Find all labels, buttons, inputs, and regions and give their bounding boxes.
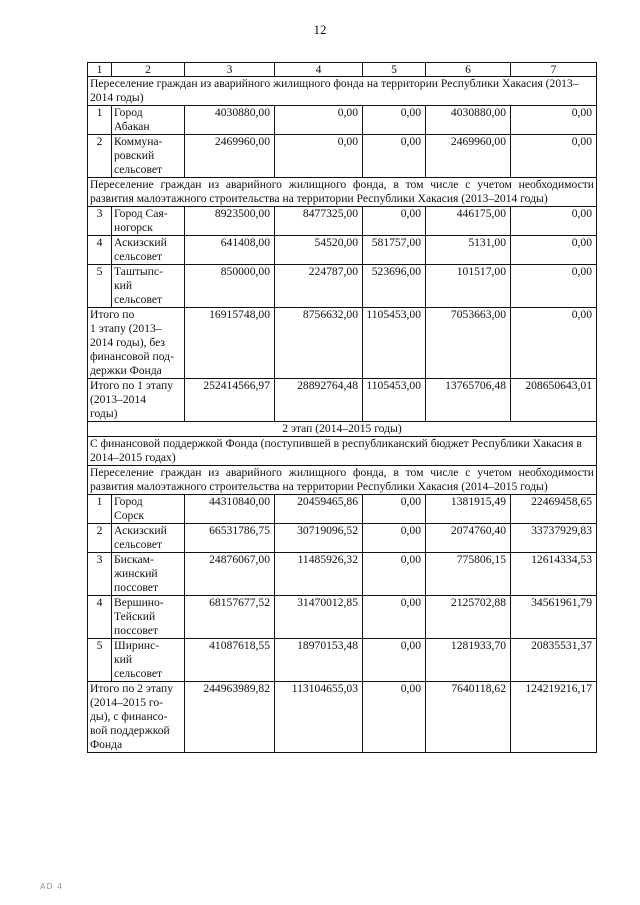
table-row (88, 106, 597, 135)
cell-value: 54520,00 (275, 236, 363, 265)
cell-value: 446175,00 (426, 207, 511, 236)
cell-value: 2125702,88 (426, 596, 511, 639)
cell-value: 34561961,79 (511, 596, 597, 639)
municipality-name: Таштыпс- кий сельсовет (112, 265, 185, 308)
row-index: 3 (88, 207, 112, 236)
column-number: 3 (185, 63, 275, 77)
page-number: 12 (313, 22, 327, 37)
row-index: 2 (88, 135, 112, 178)
cell-value: 20459465,86 (275, 495, 363, 524)
cell-value: 68157677,52 (185, 596, 275, 639)
cell-value: 33737929,83 (511, 524, 597, 553)
cell-value: 12614334,53 (511, 553, 597, 596)
total-row (88, 379, 597, 422)
column-number: 5 (363, 63, 426, 77)
cell-value: 0,00 (511, 106, 597, 135)
column-numbers-row (88, 63, 597, 77)
cell-value: 7053663,00 (426, 308, 511, 379)
cell-value: 224787,00 (275, 265, 363, 308)
cell-value: 24876067,00 (185, 553, 275, 596)
cell-value: 44310840,00 (185, 495, 275, 524)
cell-value: 0,00 (363, 524, 426, 553)
table-row (88, 207, 597, 236)
section-row (88, 437, 597, 466)
table-row (88, 524, 597, 553)
cell-value: 2074760,40 (426, 524, 511, 553)
total-row (88, 682, 597, 753)
municipality-name: Вершино- Тейский поссовет (112, 596, 185, 639)
cell-value: 850000,00 (185, 265, 275, 308)
cell-value: 0,00 (511, 265, 597, 308)
section-title: Переселение граждан из аварийного жилищного фонда на территории Республики Хакасия (2013–2014 годы) (88, 77, 597, 106)
cell-value: 113104655,03 (275, 682, 363, 753)
cell-value: 523696,00 (363, 265, 426, 308)
row-index: 3 (88, 553, 112, 596)
cell-value: 208650643,01 (511, 379, 597, 422)
cell-value: 8756632,00 (275, 308, 363, 379)
cell-value: 8477325,00 (275, 207, 363, 236)
section-title: Переселение граждан из аварийного жилищного фонда, в том числе с учетом необходимости развития малоэтажного строительства на территории Республики Хакасия (2013–2014 годы) (88, 178, 597, 207)
cell-value: 2469960,00 (185, 135, 275, 178)
municipality-name: Бискам- жинский поссовет (112, 553, 185, 596)
cell-value: 0,00 (511, 207, 597, 236)
cell-value: 16915748,00 (185, 308, 275, 379)
cell-value: 0,00 (363, 207, 426, 236)
column-number: 2 (112, 63, 185, 77)
row-index: 2 (88, 524, 112, 553)
municipality-name: Город Сорск (112, 495, 185, 524)
cell-value: 775806,15 (426, 553, 511, 596)
cell-value: 0,00 (275, 106, 363, 135)
cell-value: 0,00 (363, 495, 426, 524)
cell-value: 20835531,37 (511, 639, 597, 682)
cell-value: 0,00 (511, 135, 597, 178)
cell-value: 1281933,70 (426, 639, 511, 682)
subtotal-row (88, 308, 597, 379)
column-number: 1 (88, 63, 112, 77)
cell-value: 30719096,52 (275, 524, 363, 553)
stage-heading: 2 этап (2014–2015 годы) (88, 422, 597, 437)
cell-value: 0,00 (363, 135, 426, 178)
total-label: Итого по 2 этапу (2014–2015 го- ды), с финансо- вой поддержкой Фонда (88, 682, 185, 753)
cell-value: 5131,00 (426, 236, 511, 265)
cell-value: 252414566,97 (185, 379, 275, 422)
cell-value: 0,00 (363, 639, 426, 682)
column-number: 7 (511, 63, 597, 77)
cell-value: 1381915,49 (426, 495, 511, 524)
cell-value: 124219216,17 (511, 682, 597, 753)
cell-value: 1105453,00 (363, 308, 426, 379)
cell-value: 0,00 (363, 682, 426, 753)
cell-value: 641408,00 (185, 236, 275, 265)
cell-value: 41087618,55 (185, 639, 275, 682)
cell-value: 1105453,00 (363, 379, 426, 422)
cell-value: 4030880,00 (426, 106, 511, 135)
table-row (88, 553, 597, 596)
row-index: 4 (88, 596, 112, 639)
table-row (88, 236, 597, 265)
row-index: 5 (88, 639, 112, 682)
section-title: С финансовой поддержкой Фонда (поступившей в республиканский бюджет Республики Хакасия в 2014–2015 годах) (88, 437, 597, 466)
cell-value: 0,00 (363, 553, 426, 596)
cell-value: 13765706,48 (426, 379, 511, 422)
cell-value: 66531786,75 (185, 524, 275, 553)
row-index: 1 (88, 495, 112, 524)
municipality-name: Аскизский сельсовет (112, 524, 185, 553)
municipality-name: Аскизский сельсовет (112, 236, 185, 265)
cell-value: 28892764,48 (275, 379, 363, 422)
cell-value: 244963989,82 (185, 682, 275, 753)
stage-heading-row (88, 422, 597, 437)
section-row (88, 178, 597, 207)
cell-value: 4030880,00 (185, 106, 275, 135)
cell-value: 7640118,62 (426, 682, 511, 753)
table-row (88, 596, 597, 639)
row-index: 4 (88, 236, 112, 265)
cell-value: 22469458,65 (511, 495, 597, 524)
cell-value: 31470012,85 (275, 596, 363, 639)
row-index: 5 (88, 265, 112, 308)
cell-value: 0,00 (275, 135, 363, 178)
table-row (88, 135, 597, 178)
cell-value: 0,00 (511, 236, 597, 265)
section-title: Переселение граждан из аварийного жилищного фонда, в том числе с учетом необходимости развития малоэтажного строительства на территории Республики Хакасия (2014–2015 годы) (88, 466, 597, 495)
section-row (88, 77, 597, 106)
column-number: 6 (426, 63, 511, 77)
municipality-name: Город Сая- ногорск (112, 207, 185, 236)
municipality-name: Коммуна- ровский сельсовет (112, 135, 185, 178)
scan-mark: AD 4 (40, 882, 64, 891)
budget-table (87, 62, 597, 753)
cell-value: 11485926,32 (275, 553, 363, 596)
cell-value: 18970153,48 (275, 639, 363, 682)
total-label: Итого по 1 этапу (2013–2014 годы) (88, 379, 185, 422)
cell-value: 581757,00 (363, 236, 426, 265)
subtotal-label: Итого по 1 этапу (2013– 2014 годы), без финансовой под- держки Фонда (88, 308, 185, 379)
cell-value: 2469960,00 (426, 135, 511, 178)
cell-value: 101517,00 (426, 265, 511, 308)
column-number: 4 (275, 63, 363, 77)
municipality-name: Город Абакан (112, 106, 185, 135)
section-row (88, 466, 597, 495)
table-row (88, 265, 597, 308)
cell-value: 0,00 (363, 106, 426, 135)
row-index: 1 (88, 106, 112, 135)
cell-value: 0,00 (511, 308, 597, 379)
table-row (88, 495, 597, 524)
cell-value: 8923500,00 (185, 207, 275, 236)
municipality-name: Ширинс- кий сельсовет (112, 639, 185, 682)
cell-value: 0,00 (363, 596, 426, 639)
table-row (88, 639, 597, 682)
